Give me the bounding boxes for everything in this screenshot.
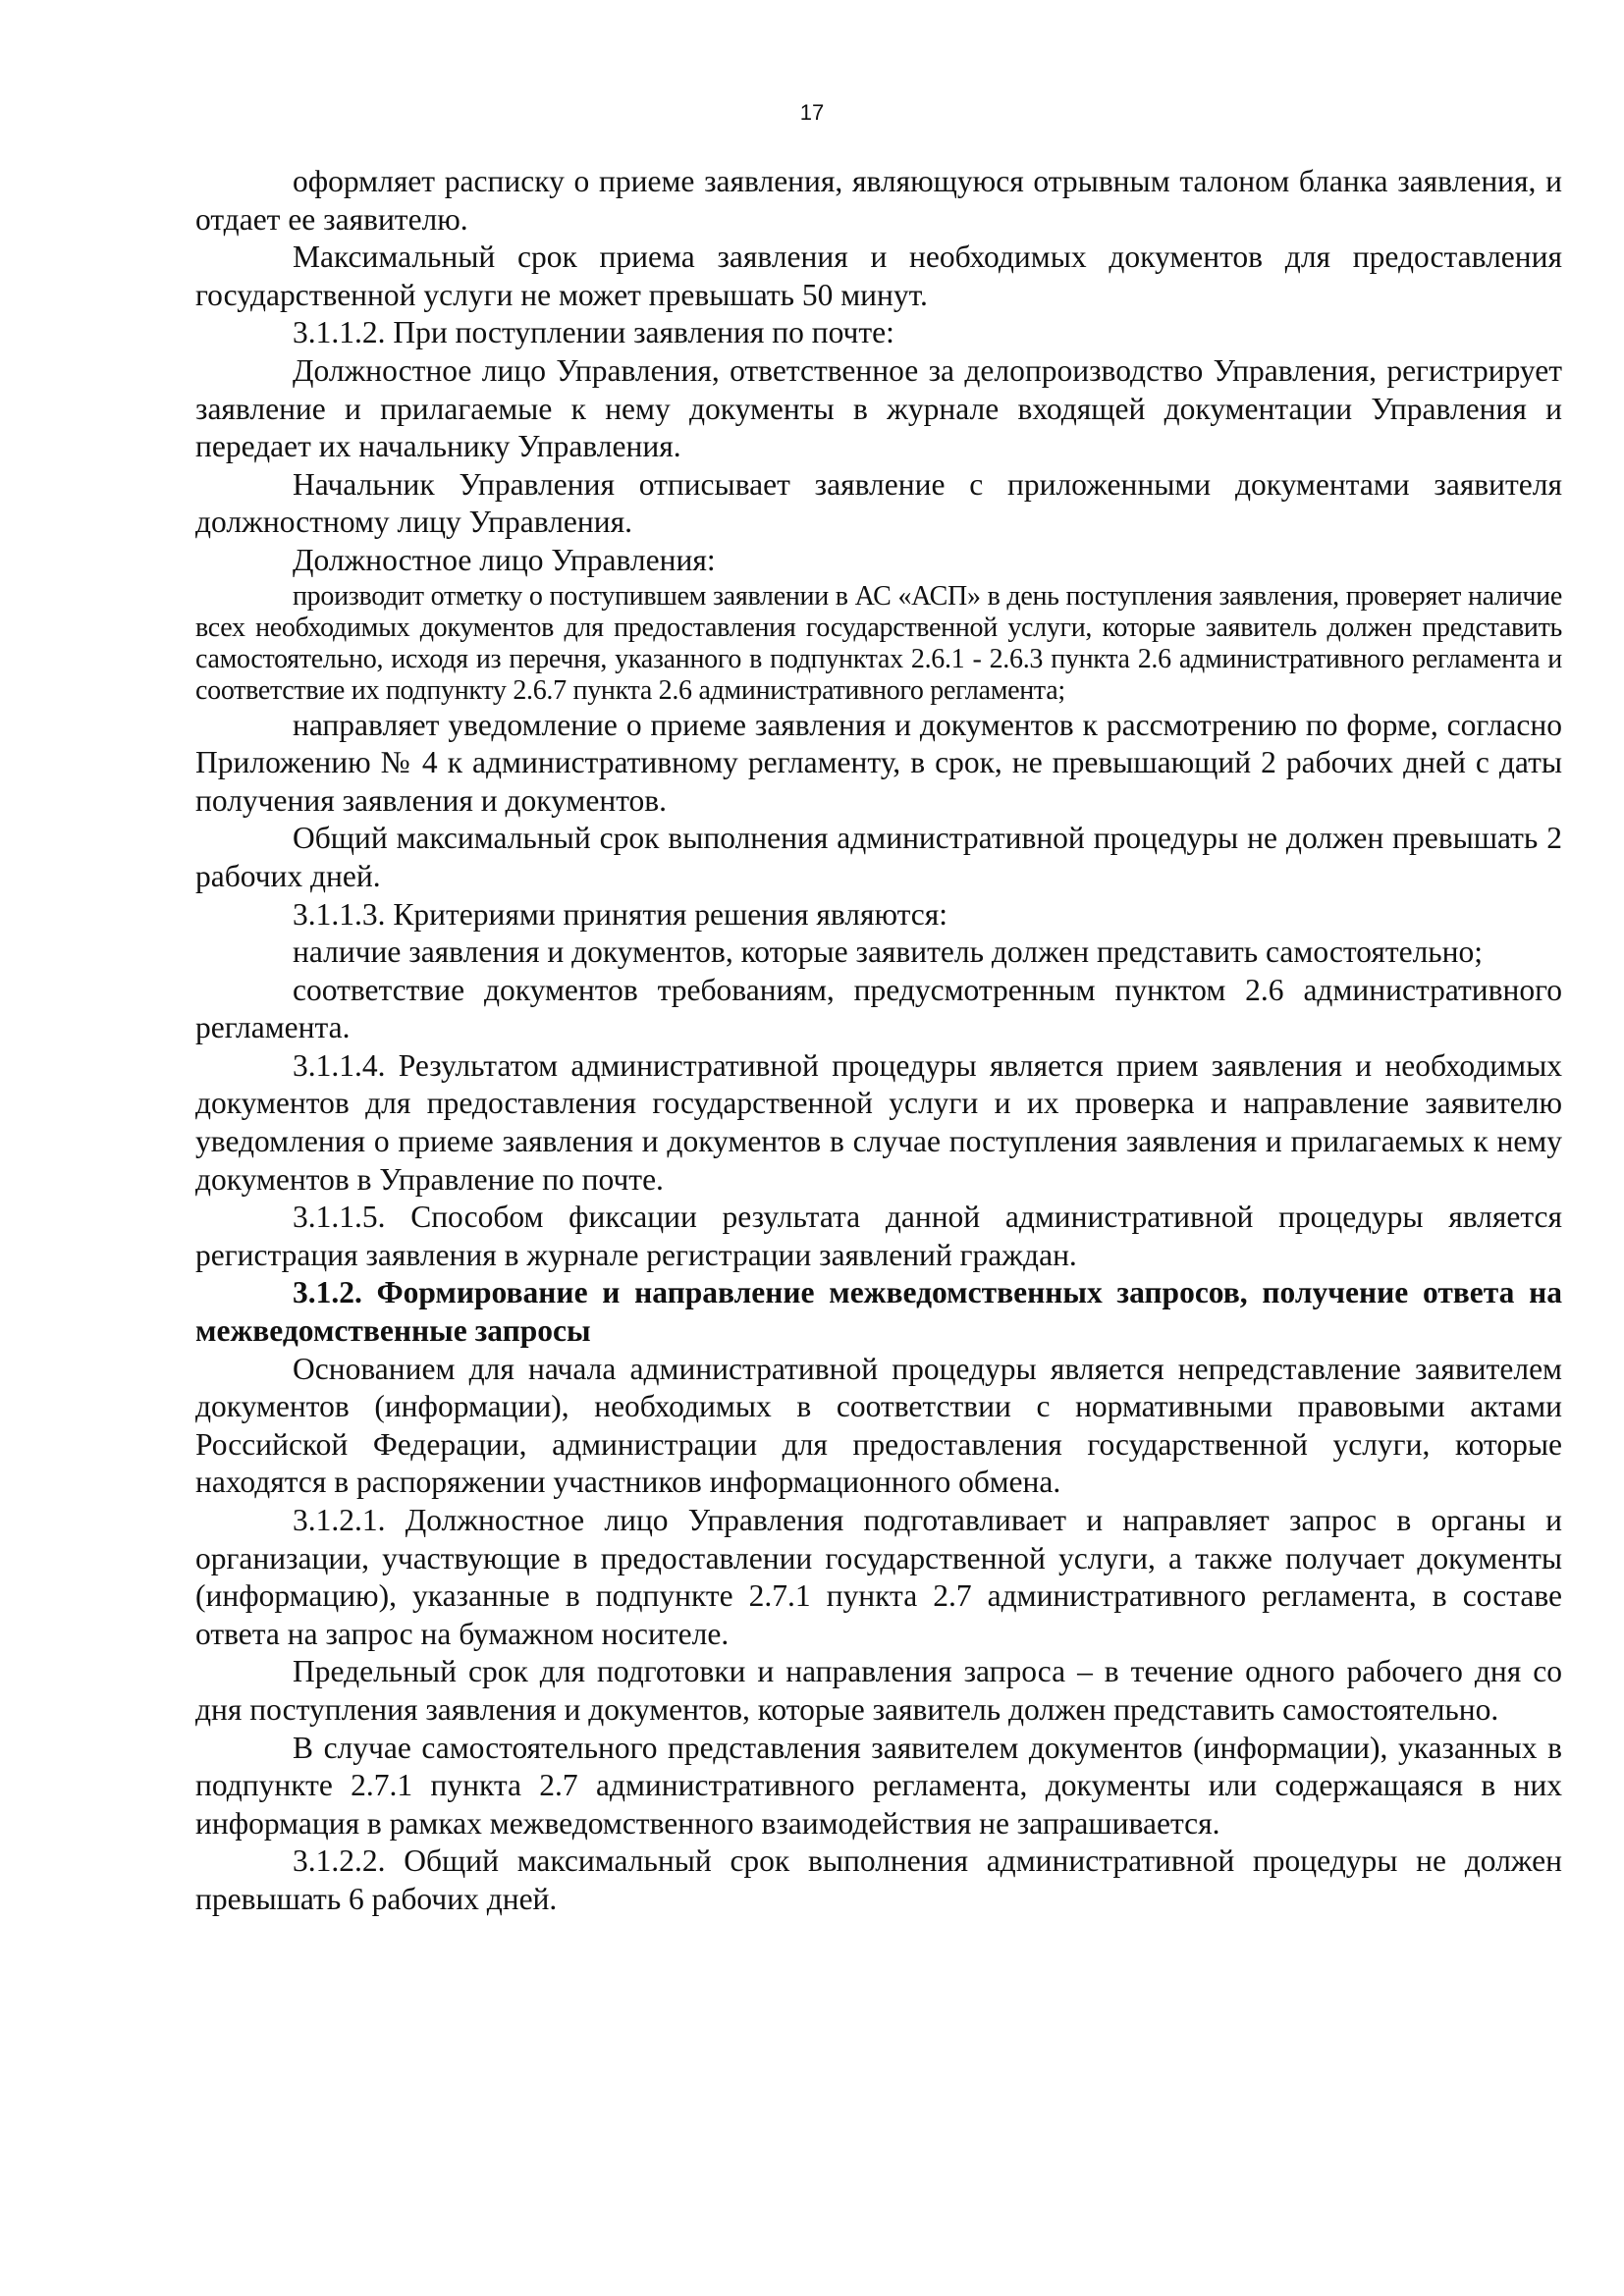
paragraph-receipt: оформляет расписку о приеме заявления, являющуюся отрывным талоном бланка заявления, и отдает ее заявителю. <box>195 164 1562 237</box>
paragraph-criteria-presence: наличие заявления и документов, которые заявитель должен представить самостоятельно; <box>293 934 1484 970</box>
paragraph-grounds: Основанием для начала административной процедуры является непредставление заявителем документов (информации), необходимых в соответствии с нормативными правовыми актами Российской Федерации, администрации для предоставления государственной услуги, которые находятся в распоряжении участников информационного обмена. <box>195 1351 1562 1500</box>
paragraph-head-assigns: Начальник Управления отписывает заявление с приложенными документами заявителя должностному лицу Управления. <box>195 466 1562 540</box>
paragraph-official-registers: Должностное лицо Управления, ответственное за делопроизводство Управления, регистрирует заявление и прилагаемые к нему документы в журнале входящей документации Управления и передает их начальнику Управления. <box>195 352 1562 464</box>
section-heading-3-1-2: 3.1.2. Формирование и направление межведомственных запросов, получение ответа на межведомственные запросы <box>195 1275 1562 1349</box>
paragraph-self-submission: В случае самостоятельного представления заявителем документов (информации), указанных в подпункте 2.7.1 пункта 2.7 административного регламента, документы или содержащаяся в них информация в рамках межведомственного взаимодействия не запрашивается. <box>195 1730 1562 1841</box>
paragraph-section-3-1-1-5: 3.1.1.5. Способом фиксации результата данной административной процедуры является регистрация заявления в журнале регистрации заявлений граждан. <box>195 1200 1562 1272</box>
document-body <box>195 163 1562 1919</box>
paragraph-official-duties: Должностное лицо Управления: <box>293 542 716 577</box>
paragraph-section-3-1-1-4: 3.1.1.4. Результатом административной процедуры является прием заявления и необходимых документов для предоставления государственной услуги и их проверка и направление заявителю уведомления о приеме заявления и документов в случае поступления заявления и прилагаемых к нему документов в Управление по почте. <box>195 1047 1562 1197</box>
paragraph-notification: направляет уведомление о приеме заявления и документов к рассмотрению по форме, согласно Приложению № 4 к административному регламенту, в срок, не превышающий 2 рабочих дней с даты получения заявления и документов. <box>195 707 1562 818</box>
paragraph-request-deadline: Предельный срок для подготовки и направления запроса – в течение одного рабочего дня со дня поступления заявления и документов, которые заявитель должен представить самостоятельно. <box>195 1654 1562 1727</box>
paragraph-section-3-1-1-2: 3.1.1.2. При поступлении заявления по почте: <box>293 315 894 350</box>
paragraph-section-3-1-2-1: 3.1.2.1. Должностное лицо Управления подготавливает и направляет запрос в органы и организации, участвующие в предоставлении государственной услуги, а также получает документы (информацию), указанные в подпункте 2.7.1 пункта 2.7 административного регламента, в составе ответа на запрос на бумажном носителе. <box>195 1503 1562 1651</box>
page-number: 17 <box>799 100 825 125</box>
paragraph-criteria-compliance: соответствие документов требованиям, предусмотренным пунктом 2.6 административного регламента. <box>195 972 1562 1045</box>
paragraph-total-term: Общий максимальный срок выполнения административной процедуры не должен превышать 2 рабочих дней. <box>195 821 1562 893</box>
paragraph-max-term-reception: Максимальный срок приема заявления и необходимых документов для предоставления государственной услуги не может превышать 50 минут. <box>195 240 1562 312</box>
paragraph-section-3-1-1-3: 3.1.1.3. Критериями принятия решения являются: <box>293 896 947 932</box>
paragraph-check-documents: производит отметку о поступившем заявлении в АС «АСП» в день поступления заявления, проверяет наличие всех необходимых документов для предоставления государственной услуги, которые заявитель должен представить самостоятельно, исходя из перечня, указанного в подпунктах 2.6.1 - 2.6.3 пункта 2.6 административного регламента и соответствие их подпункту 2.6.7 пункта 2.6 административного регламента; <box>195 580 1562 706</box>
paragraph-section-3-1-2-2: 3.1.2.2. Общий максимальный срок выполнения административной процедуры не должен превышать 6 рабочих дней. <box>195 1843 1562 1916</box>
